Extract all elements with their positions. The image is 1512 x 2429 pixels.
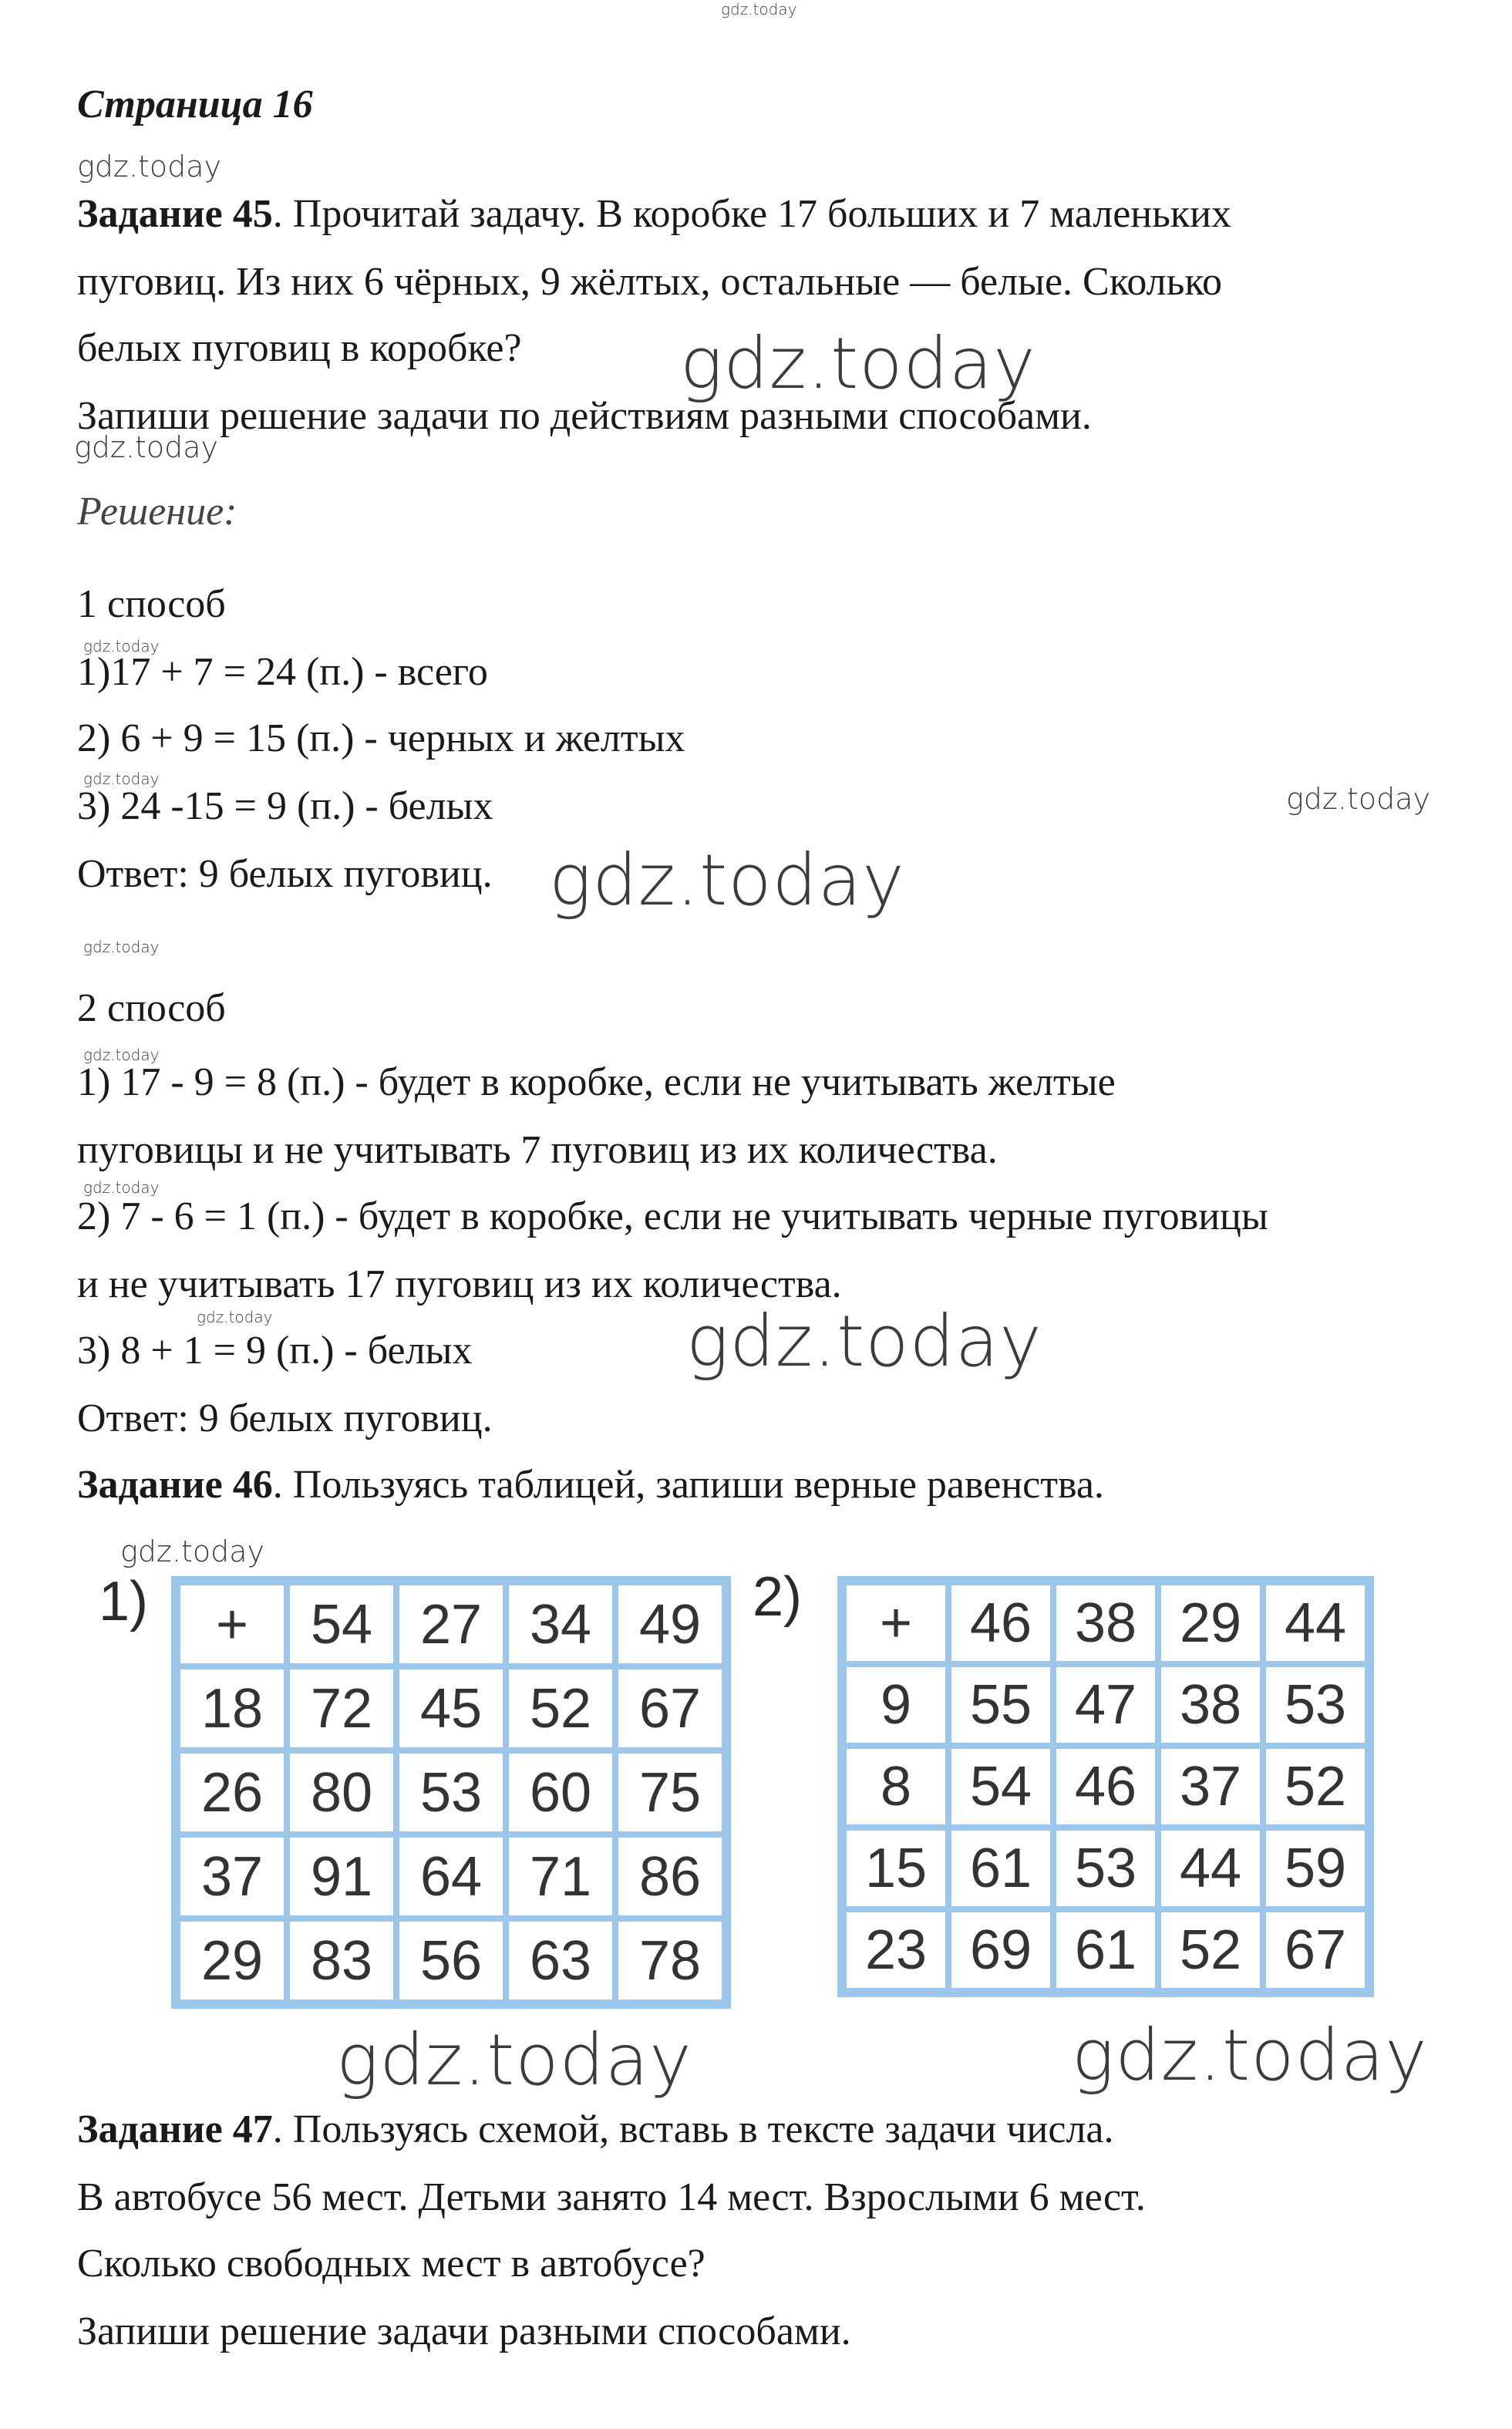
table-cell: 75 [615,1750,725,1834]
table-cell: 54 [948,1746,1053,1828]
task47-label: Задание 47 [77,2107,273,2151]
table-cell: 9 [844,1664,948,1746]
table-row [844,1582,1368,1664]
table-cell: 29 [177,1919,287,2003]
watermark: gdz.today [83,770,160,788]
task47-line3: Сколько свободных мест в автобусе? [77,2242,705,2286]
table-cell: 38 [1053,1582,1158,1664]
table-cell: 8 [844,1746,948,1828]
task46-line: Задание 46. Пользуясь таблицей, запиши верные равенства. [77,1463,1104,1507]
table-cell: 67 [1263,1909,1368,1991]
table-cell: 53 [1053,1828,1158,1909]
table-cell: 71 [506,1834,615,1919]
table-cell: 54 [287,1582,396,1666]
table-cell: 55 [948,1664,1053,1746]
method2-line: 2) 7 - 6 = 1 (п.) - будет в коробке, если не учитывать черные пуговицы [77,1194,1268,1238]
table-cell: 46 [1053,1746,1158,1828]
table-cell: 38 [1158,1664,1263,1746]
table-cell: 80 [287,1750,396,1834]
watermark: gdz.today [336,2019,692,2101]
method1-title: 1 способ [77,582,226,626]
task47-line2: В автобусе 56 мест. Детьми занято 14 мест. Взрослыми 6 мест. [77,2175,1146,2219]
table-row [177,1666,725,1750]
task45-line4: Запиши решение задачи по действиям разными способами. [77,394,1092,438]
table-cell: 52 [506,1666,615,1750]
table-cell: 53 [396,1750,506,1834]
method2-title: 2 способ [77,986,226,1030]
table-cell: 72 [287,1666,396,1750]
table-cell: 67 [615,1666,725,1750]
table-cell: 61 [948,1828,1053,1909]
table-cell: 78 [615,1919,725,2003]
task45-line3: белых пуговиц в коробке? [77,326,522,370]
watermark: gdz.today [1072,2014,1428,2097]
table-cell: 46 [948,1582,1053,1664]
table-cell: 63 [506,1919,615,2003]
task46-label: Задание 46 [77,1463,273,1507]
watermark: gdz.today [83,1178,160,1197]
table-row [844,1664,1368,1746]
table-cell: 52 [1158,1909,1263,1991]
table-cell: 44 [1158,1828,1263,1909]
table-cell: 49 [615,1582,725,1666]
watermark: gdz.today [680,322,1036,405]
table-row [177,1919,725,2003]
table2-label: 2) [753,1566,803,1628]
table-cell: 37 [1158,1746,1263,1828]
method1-step: 1)17 + 7 = 24 (п.) - всего [77,650,488,694]
watermark: gdz.today [83,938,160,956]
watermark: gdz.today [83,1046,160,1064]
watermark: gdz.today [120,1535,264,1568]
table-cell: 44 [1263,1582,1368,1664]
table-cell: 64 [396,1834,506,1919]
table-cell: 52 [1263,1746,1368,1828]
page-title: Страница 16 [77,83,313,126]
table-row [844,1746,1368,1828]
method2-line: 1) 17 - 9 = 8 (п.) - будет в коробке, если не учитывать желтые [77,1060,1116,1104]
table1-label: 1) [99,1571,149,1632]
header-watermark: gdz.today [721,0,797,19]
table-cell: 61 [1053,1909,1158,1991]
table-row [177,1750,725,1834]
table-cell: 56 [396,1919,506,2003]
task45-label: Задание 45 [77,192,273,236]
table-cell: 23 [844,1909,948,1991]
method2-line: пуговицы и не учитывать 7 пуговиц из их количества. [77,1128,998,1172]
table-row [844,1828,1368,1909]
task45-line1: Задание 45. Прочитай задачу. В коробке 17 больших и 7 маленьких [77,192,1231,236]
watermark: gdz.today [74,430,218,464]
table-cell: 26 [177,1750,287,1834]
table-cell: 15 [844,1828,948,1909]
table-cell: + [844,1582,948,1664]
watermark: gdz.today [77,150,221,184]
watermark: gdz.today [197,1308,273,1326]
table-cell: 34 [506,1582,615,1666]
task47-line1: Задание 47. Пользуясь схемой, вставь в тексте задачи числа. [77,2107,1114,2151]
table-cell: 83 [287,1919,396,2003]
table-cell: 47 [1053,1664,1158,1746]
table-row [844,1909,1368,1991]
table-cell: 27 [396,1582,506,1666]
table-cell: 69 [948,1909,1053,1991]
watermark: gdz.today [686,1300,1042,1383]
method1-answer: Ответ: 9 белых пуговиц. [77,852,493,896]
table-cell: 29 [1158,1582,1263,1664]
watermark: gdz.today [549,839,905,921]
task47-line4: Запиши решение задачи разными способами. [77,2309,851,2353]
table-cell: 91 [287,1834,396,1919]
table-cell: 86 [615,1834,725,1919]
method1-step: 2) 6 + 9 = 15 (п.) - черных и желтых [77,716,685,760]
addition-table-2 [837,1576,1374,1997]
method2-line: 3) 8 + 1 = 9 (п.) - белых [77,1329,473,1373]
table-cell: 59 [1263,1828,1368,1909]
task45-line2: пуговиц. Из них 6 чёрных, 9 жёлтых, остальные — белые. Сколько [77,260,1222,304]
table-row [177,1582,725,1666]
table-row [177,1834,725,1919]
table-cell: + [177,1582,287,1666]
watermark: gdz.today [83,637,160,655]
method2-line: и не учитывать 17 пуговиц из их количества. [77,1262,842,1306]
method1-step: 3) 24 -15 = 9 (п.) - белых [77,784,493,828]
watermark: gdz.today [1286,782,1430,816]
solution-label: Решение: [77,490,237,534]
table-cell: 45 [396,1666,506,1750]
table-cell: 18 [177,1666,287,1750]
table-cell: 53 [1263,1664,1368,1746]
addition-table-1 [171,1576,731,2009]
table-cell: 60 [506,1750,615,1834]
table-cell: 37 [177,1834,287,1919]
method2-answer: Ответ: 9 белых пуговиц. [77,1396,493,1440]
